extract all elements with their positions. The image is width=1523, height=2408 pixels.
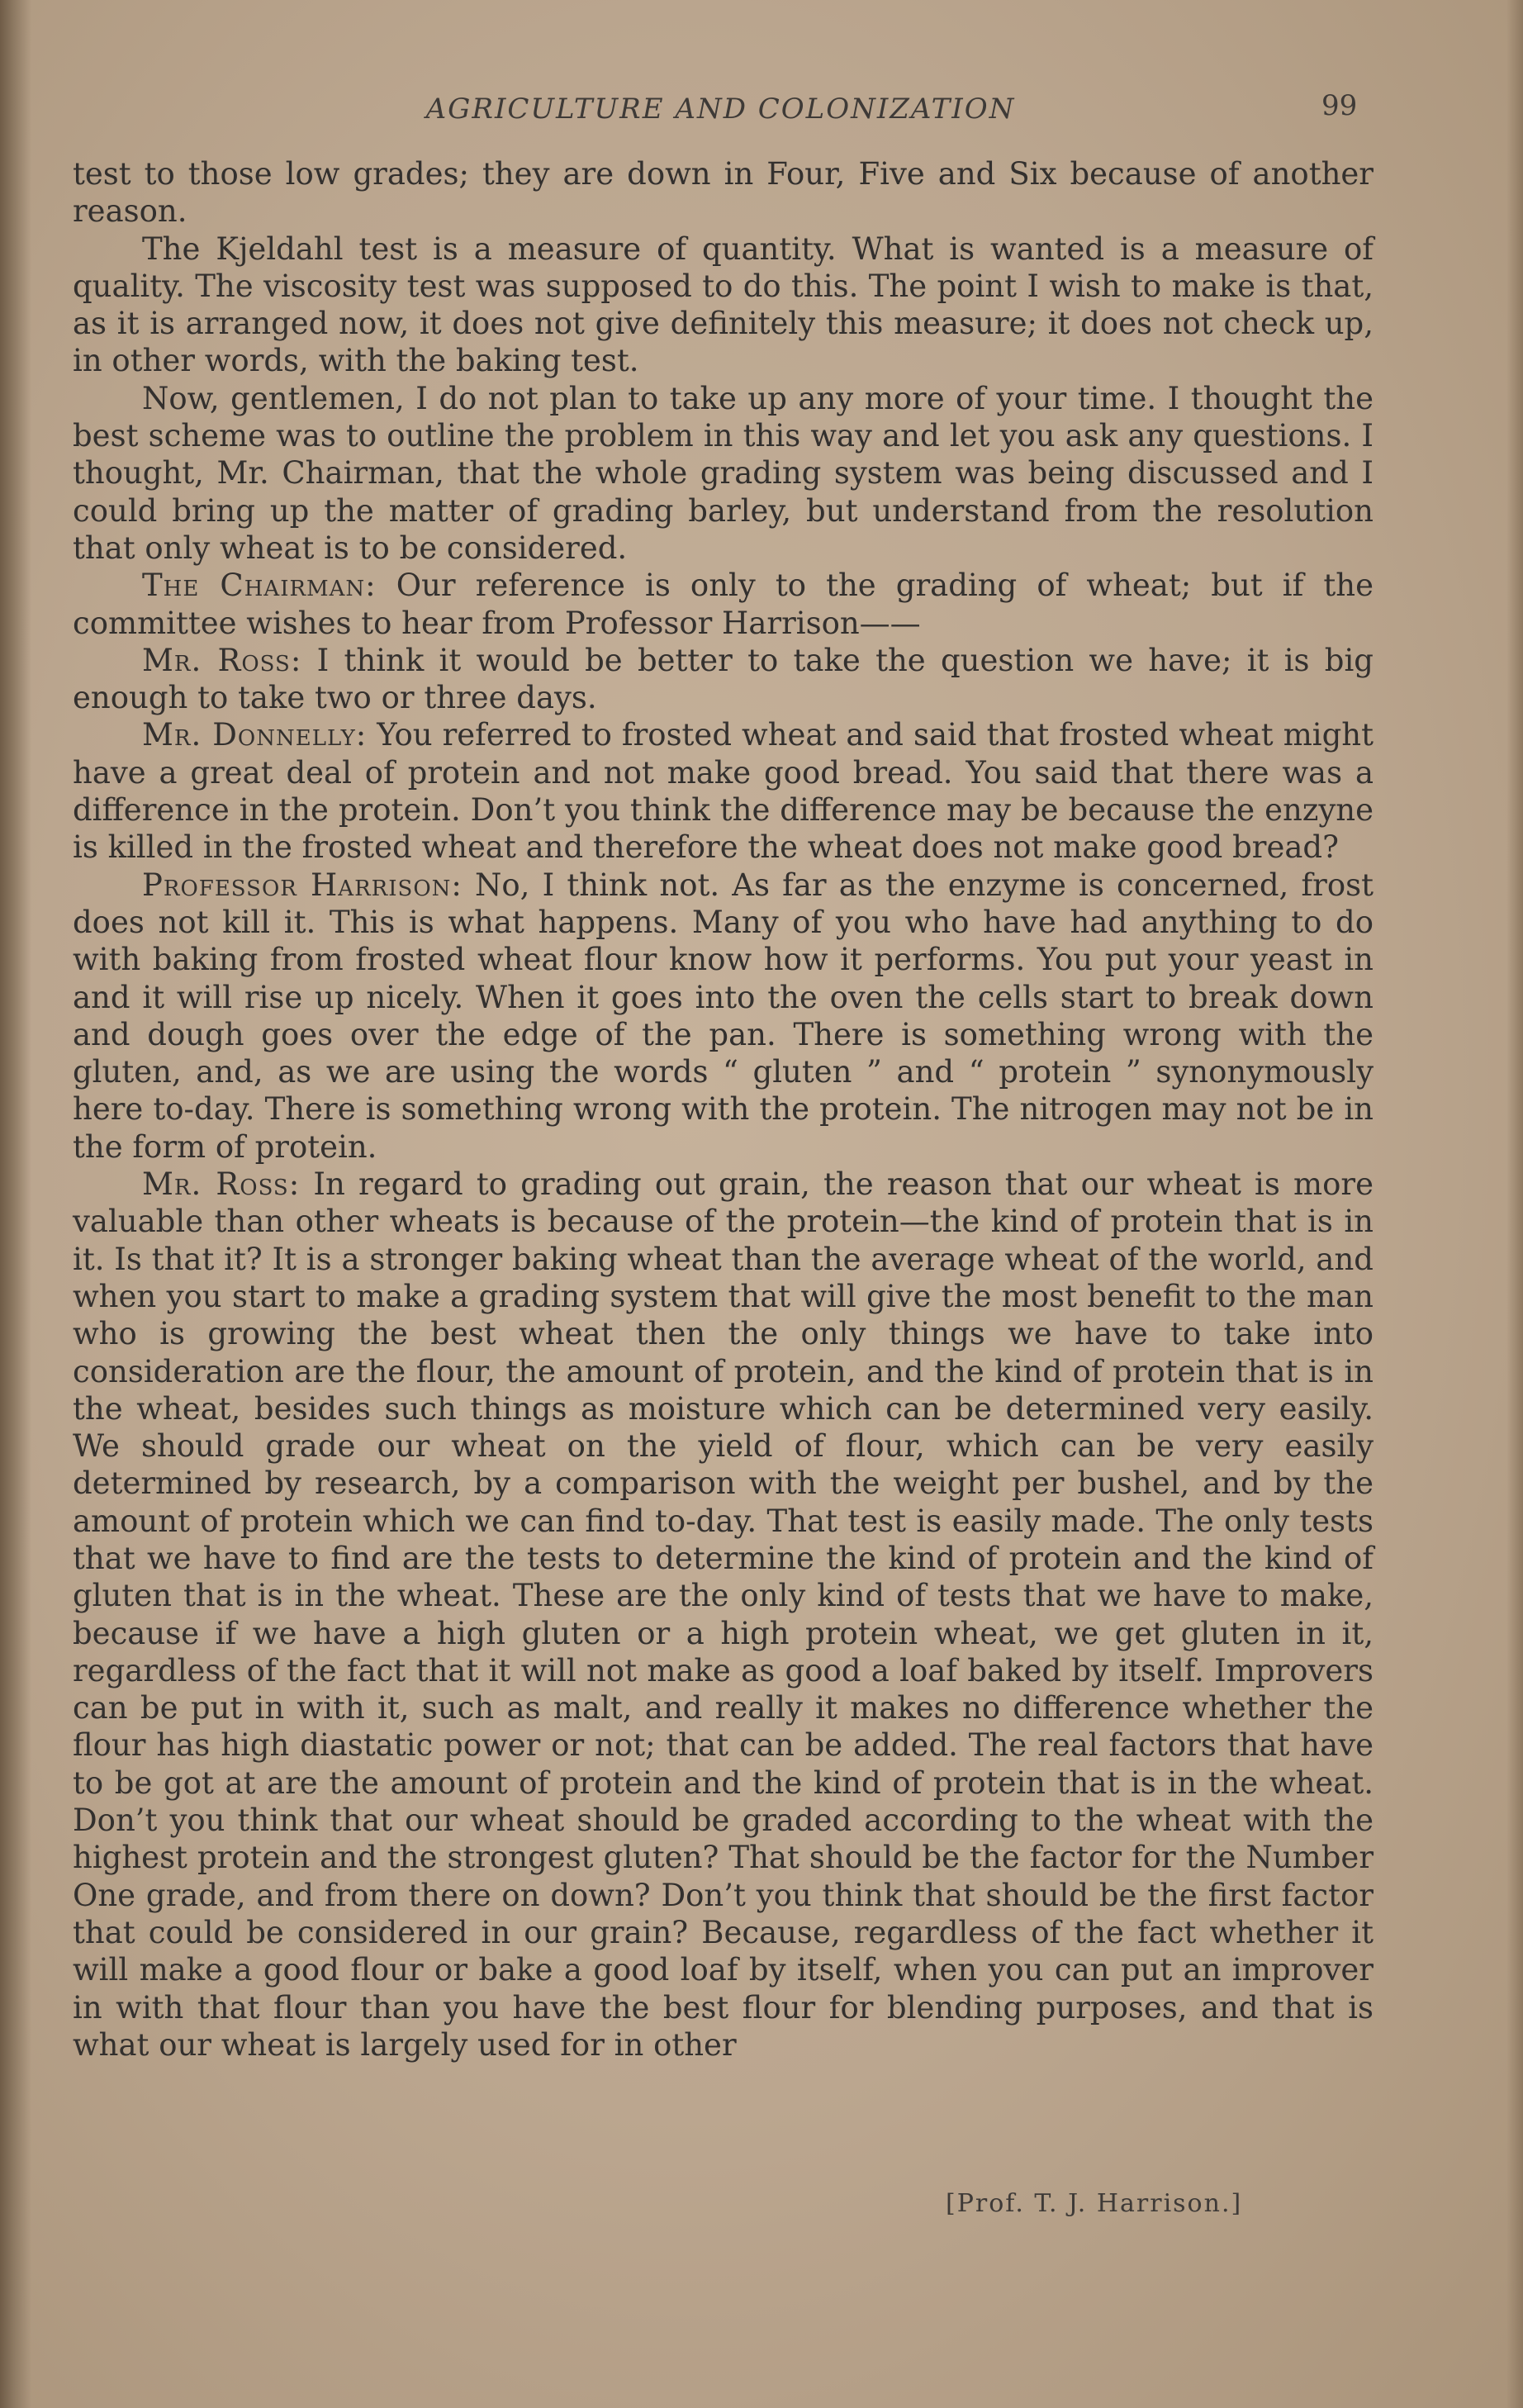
paragraph — [73, 230, 1374, 380]
paragraph-continuation — [73, 155, 1374, 230]
paragraph-text: I think it would be better to take the question we have; it is big enough to take two or three days. — [73, 642, 1374, 716]
speaker-name: The Chairman: — [142, 568, 377, 604]
speaker-name: Mr. Ross: — [142, 1166, 301, 1203]
paragraph-text: No, I think not. As far as the enzyme is concerned, frost does not kill it. This is what happens. Many of you who have had anything to do with baking from frosted wheat flour know how it performs. You put your yeast in and it will rise up nicely. When it goes into the oven the cells start to break down and dough goes over the edge of the pan. There is something wrong with the gluten, and, as we are using the words “ gluten ” and “ protein ” synonymously here to-day. There is something wrong with the protein. The nitrogen may not be in the form of protein. — [73, 867, 1374, 1165]
paragraph-text: In regard to grading out grain, the reason that our wheat is more valuable than other wheats is because of the protein—the kind of protein that is in it. Is that it? It is a stronger baking wheat than the average wheat of the world, and when you start to make a grading system that will give the most benefit to the man who is growing the best wheat then the only things we have to take into consideration are the flour, the amount of protein, and the kind of protein that is in the wheat, besides such things as moisture which can be determined very easily. We should grade our wheat on the yield of flour, which can be very easily determined by research, by a comparison with the weight per bushel, and by the amount of protein which we can find to-day. That test is easily made. The only tests that we have to find are the tests to determine the kind of protein and the kind of gluten that is in the wheat. These are the only kind of tests that we have to make, because if we have a high gluten or a high protein wheat, we get gluten in it, regardless of the fact that it will not make as good a loaf baked by itself. Improvers can be put in with it, such as malt, and really it makes no difference whether the flour has high diastatic power or not; that can be added. The real factors that have to be got at are the amount of protein and the kind of protein that is in the wheat. Don’t you think that our wheat should be graded according to the wheat with the highest protein and the strongest gluten? That should be the factor for the Number One grade, and from there on down? Don’t you think that should be the first factor that could be considered in our grain? Because, regardless of the fact whether it will make a good flour or bake a good loaf by itself, when you can put an improver in with that flour than you have the best flour for blending purposes, and that is what our wheat is largely used for in other — [73, 1166, 1374, 2063]
speaker-name: Professor Harrison: — [142, 867, 463, 903]
speaker-paragraph — [73, 716, 1374, 866]
paragraph-text: Now, gentlemen, I do not plan to take up any more of your time. I thought the best scheme was to outline the problem in this way and let you ask any questions. I thought, Mr. Chairman, that the whole grading system was being discussed and I could bring up the matter of grading barley, but understand from the resolution that only wheat is to be considered. — [73, 380, 1374, 566]
paragraph-text: You referred to frosted wheat and said that frosted wheat might have a great deal of protein and not make good bread. You said that there was a difference in the protein. Don’t you think the difference may be because the enzyne is killed in the frosted wheat and therefore the wheat does not make good bread? — [73, 717, 1374, 866]
paragraph-text: test to those low grades; they are down in Four, Five and Six because of another reason. — [73, 156, 1374, 230]
speaker-paragraph — [73, 867, 1374, 1166]
speaker-paragraph — [73, 642, 1374, 717]
page-number: 99 — [1321, 89, 1358, 122]
running-head: AGRICULTURE AND COLONIZATION — [425, 93, 1016, 126]
paragraph-text: The Kjeldahl test is a measure of quantity. What is wanted is a measure of quality. The viscosity test was supposed to do this. The point I wish to make is that, as it is arranged now, it does not give definitely this measure; it does not check up, in other words, with the baking test. — [73, 230, 1374, 379]
speaker-name: Mr. Ross: — [142, 642, 302, 678]
paragraph — [73, 380, 1374, 567]
body-text — [73, 155, 1374, 2064]
speaker-paragraph — [73, 1166, 1374, 2064]
paragraph-text: Our reference is only to the grading of wheat; but if the committee wishes to hear from Professor Harrison—— — [73, 568, 1374, 641]
speaker-name: Mr. Donnelly: — [142, 717, 368, 753]
speaker-paragraph — [73, 567, 1374, 642]
speaker-attribution: [Prof. T. J. Harrison.] — [946, 2189, 1243, 2218]
